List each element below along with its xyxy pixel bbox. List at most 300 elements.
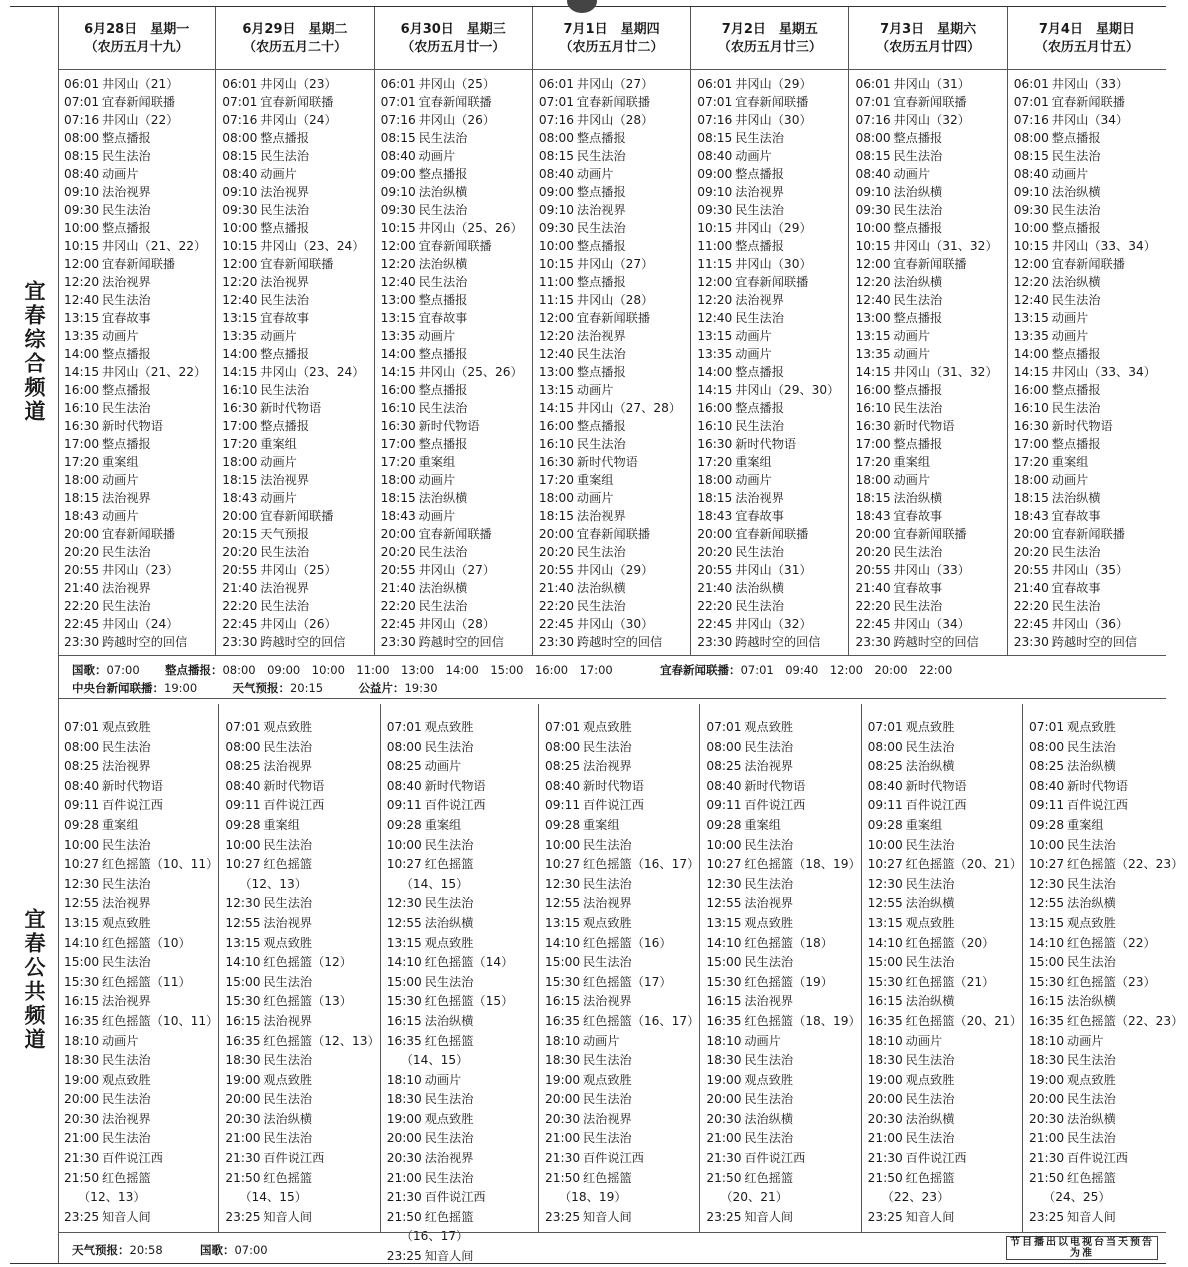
- program-row: [868, 816, 1022, 836]
- program-time: 20:15: [222, 527, 258, 541]
- day-lunar: （农历五月廿四）: [876, 40, 981, 55]
- program-row: [64, 201, 215, 219]
- program-time: 10:27: [706, 857, 742, 872]
- program-time: 09:28: [64, 817, 100, 832]
- program-time: 20:30: [386, 1151, 422, 1166]
- program-title: 观点致胜: [744, 1072, 794, 1087]
- program-time: 12:55: [1029, 896, 1065, 911]
- program-time: 21:50: [386, 1209, 422, 1224]
- program-title: 民生法治: [744, 837, 794, 852]
- program-row: [697, 291, 848, 309]
- ch1-footer: [58, 655, 1166, 699]
- program-row: [222, 183, 373, 201]
- program-time: 08:15: [380, 131, 416, 145]
- program-time: 18:30: [1029, 1053, 1065, 1068]
- program-row: [545, 738, 699, 758]
- program-title: 民生法治: [102, 837, 151, 852]
- day-date: 7月1日 星期四: [563, 22, 660, 37]
- program-title: 民生法治: [1067, 739, 1116, 754]
- program-title: （14、15）: [400, 1053, 469, 1068]
- program-time: 08:40: [544, 778, 581, 793]
- program-title: 法治视界: [576, 329, 626, 343]
- program-title: 新时代物语: [102, 778, 163, 793]
- program-row: [706, 1110, 860, 1130]
- program-title: 井冈山（31）: [893, 77, 970, 91]
- program-time: 07:01: [222, 95, 258, 109]
- program-title: 观点致胜: [102, 915, 151, 930]
- program-row: [697, 525, 848, 543]
- program-time: 16:10: [1013, 401, 1049, 415]
- day-lunar: （农历五月廿二）: [559, 40, 664, 55]
- program-time: 08:40: [538, 167, 575, 181]
- program-row: [868, 992, 1022, 1012]
- program-time: 20:20: [380, 545, 416, 559]
- program-time: 09:28: [706, 817, 742, 832]
- program-row: [868, 875, 1022, 895]
- program-title: 宜春新闻联播: [893, 257, 967, 271]
- program-row: [855, 291, 1006, 309]
- program-title: 红色摇篮（10）: [102, 935, 191, 950]
- program-time: 19:00: [544, 1072, 581, 1087]
- program-row: [545, 953, 699, 973]
- program-title: 法治纵横: [418, 185, 468, 199]
- program-time: 22:20: [855, 599, 891, 613]
- program-row: [381, 561, 532, 579]
- program-row: [381, 543, 532, 561]
- program-time: 07:16: [697, 113, 733, 127]
- program-row: [855, 309, 1006, 327]
- program-time: 14:00: [222, 347, 258, 361]
- program-time: 09:00: [380, 167, 416, 181]
- footer-text: 19:30: [404, 681, 438, 695]
- program-time: 09:10: [222, 185, 258, 199]
- program-row: [539, 417, 690, 435]
- program-title: 红色摇篮（22、23）: [1067, 1013, 1184, 1028]
- program-time: 18:15: [1013, 491, 1049, 505]
- program-time: 23:30: [538, 635, 575, 649]
- program-time: 12:00: [697, 275, 733, 289]
- program-title: 井冈山（30）: [735, 257, 812, 271]
- program-row: [381, 615, 532, 633]
- program-title: 动画片: [893, 329, 931, 343]
- day-header: [375, 7, 533, 69]
- program-time: 18:10: [1029, 1033, 1065, 1048]
- ch2-footer-line: [72, 1242, 268, 1258]
- program-title: 法治视界: [582, 759, 632, 774]
- program-row: [697, 381, 848, 399]
- program-time: 20:00: [544, 1092, 581, 1107]
- program-row: [1014, 237, 1166, 255]
- program-title: 动画片: [735, 329, 772, 343]
- program-row: [545, 914, 699, 934]
- program-row: [706, 894, 860, 914]
- program-time: 12:00: [855, 257, 891, 271]
- program-title: 动画片: [1051, 329, 1089, 343]
- program-time: 14:15: [538, 401, 575, 415]
- day-column: [216, 69, 374, 655]
- program-time: 09:30: [1013, 203, 1049, 217]
- program-title: 动画片: [576, 167, 614, 181]
- program-row: [387, 816, 538, 836]
- program-title: 宜春新闻联播: [735, 275, 809, 289]
- program-row: [64, 1149, 218, 1169]
- program-row: [222, 417, 373, 435]
- program-title: 宜春新闻联播: [260, 257, 334, 271]
- program-title: 新时代物语: [102, 419, 163, 433]
- program-title: 民生法治: [102, 401, 151, 415]
- program-time: 10:27: [867, 857, 903, 872]
- program-time: 12:20: [222, 275, 258, 289]
- program-title: 红色摇篮（17）: [582, 974, 672, 989]
- program-title: 整点播报: [1051, 131, 1101, 145]
- program-title: 动画片: [735, 149, 772, 163]
- footer-text: 07:00: [234, 1243, 268, 1257]
- program-time: 08:15: [64, 149, 100, 163]
- program-time: 07:16: [855, 113, 891, 127]
- program-title: 宜春新闻联播: [576, 311, 651, 325]
- program-row: [855, 489, 1006, 507]
- program-row: [1014, 75, 1166, 93]
- program-row: [64, 633, 215, 651]
- program-title: 动画片: [893, 473, 931, 487]
- program-time: 16:15: [225, 1013, 261, 1028]
- program-time: 20:00: [855, 527, 891, 541]
- program-row: [868, 836, 1022, 856]
- program-time: 08:25: [867, 759, 903, 774]
- program-title: 宜春故事: [735, 509, 784, 523]
- program-row: [381, 93, 532, 111]
- program-time: 09:11: [225, 798, 261, 813]
- program-row: [539, 471, 690, 489]
- program-title: 宜春新闻联播: [102, 95, 176, 109]
- program-time: 08:00: [225, 739, 261, 754]
- program-title: 民生法治: [1067, 955, 1116, 970]
- program-time: 20:00: [225, 1092, 261, 1107]
- program-title: 民生法治: [582, 876, 632, 891]
- program-time: 15:00: [225, 974, 261, 989]
- program-time: 16:35: [544, 1013, 581, 1028]
- program-time: 18:00: [380, 473, 416, 487]
- program-row: [868, 1090, 1022, 1110]
- day-date: 6月30日 星期三: [400, 22, 506, 37]
- program-row: [539, 561, 690, 579]
- program-title: 民生法治: [576, 545, 626, 559]
- program-time: 14:10: [1029, 935, 1065, 950]
- program-row: [706, 718, 860, 738]
- program-time: 12:20: [380, 257, 416, 271]
- program-row: [545, 1012, 699, 1032]
- program-title: 跨越时空的回信: [102, 635, 188, 649]
- program-row: [539, 507, 690, 525]
- program-time: 07:16: [64, 113, 100, 127]
- program-title: 井冈山（34）: [1051, 113, 1129, 127]
- program-title: 红色摇篮（12、13）: [263, 1033, 380, 1048]
- program-row: [381, 579, 532, 597]
- program-title: 动画片: [418, 473, 456, 487]
- program-row: [545, 855, 699, 875]
- ch2-footer: [58, 1232, 1166, 1264]
- program-time: 22:20: [697, 599, 733, 613]
- program-row: [64, 435, 215, 453]
- program-row: [64, 757, 218, 777]
- program-title: 法治纵横: [1051, 275, 1101, 289]
- program-row: [1014, 597, 1166, 615]
- program-time: 10:00: [225, 837, 261, 852]
- program-row: [868, 953, 1022, 973]
- program-time: 21:40: [855, 581, 891, 595]
- program-time: 08:40: [386, 778, 422, 793]
- program-row: [1029, 992, 1183, 1012]
- program-time: 08:40: [64, 778, 100, 793]
- program-time: 10:27: [1029, 857, 1065, 872]
- program-time: 13:35: [697, 347, 733, 361]
- program-title: 井冈山（21）: [102, 77, 179, 91]
- program-title: 井冈山（33）: [893, 563, 970, 577]
- program-title: 井冈山（21、22）: [102, 239, 207, 253]
- program-time: 11:00: [538, 275, 575, 289]
- program-title: 红色摇篮（13）: [263, 994, 352, 1009]
- program-title: 动画片: [424, 759, 462, 774]
- program-time: 09:30: [222, 203, 258, 217]
- program-title: 跨越时空的回信: [418, 635, 504, 649]
- program-title: 宜春新闻联播: [260, 95, 334, 109]
- program-row: [539, 165, 690, 183]
- program-time: 16:10: [697, 419, 733, 433]
- program-row: [387, 836, 538, 856]
- program-title: 动画片: [576, 383, 614, 397]
- program-title: 民生法治: [893, 203, 943, 217]
- program-time: 20:00: [697, 527, 733, 541]
- program-title: 动画片: [102, 167, 139, 181]
- program-title: 井冈山（32）: [893, 113, 970, 127]
- program-row: [1029, 934, 1183, 954]
- program-time: 12:30: [544, 876, 581, 891]
- program-time: 21:40: [64, 581, 100, 595]
- footer-label: 公益片：: [358, 681, 405, 695]
- program-title: 井冈山（32）: [735, 617, 812, 631]
- program-time: 21:00: [867, 1131, 903, 1146]
- program-row: [64, 507, 215, 525]
- program-row: [855, 435, 1006, 453]
- program-title: 动画片: [1051, 473, 1089, 487]
- program-title: 民生法治: [582, 739, 632, 754]
- program-row: [387, 1129, 538, 1149]
- program-time: 13:15: [538, 383, 575, 397]
- program-title: 整点播报: [735, 167, 784, 181]
- program-time: 07:01: [706, 720, 742, 734]
- program-row: [1029, 816, 1183, 836]
- program-row: [697, 75, 848, 93]
- program-row: [855, 93, 1006, 111]
- program-title: 红色摇篮（16）: [582, 935, 672, 950]
- program-title: 红色摇篮（23）: [1067, 974, 1156, 989]
- program-title: 整点播报: [260, 221, 310, 235]
- program-title: 红色摇篮（22、23）: [1067, 857, 1184, 872]
- program-title: 百件说江西: [744, 798, 806, 813]
- program-title: 整点播报: [1051, 383, 1101, 397]
- program-row: [1029, 718, 1183, 738]
- program-time: 13:15: [386, 935, 422, 950]
- program-time: 13:15: [380, 311, 416, 325]
- program-time: 23:25: [386, 1249, 422, 1264]
- program-time: 22:20: [538, 599, 575, 613]
- program-title: 宜春故事: [893, 581, 943, 595]
- program-row: [387, 875, 538, 895]
- program-title: 观点致胜: [582, 915, 632, 930]
- program-row: [855, 201, 1006, 219]
- program-row: [855, 615, 1006, 633]
- program-time: 12:20: [1013, 275, 1049, 289]
- program-time: 12:30: [386, 896, 422, 911]
- program-time: 10:00: [1013, 221, 1049, 235]
- program-time: 18:30: [386, 1092, 422, 1107]
- program-row: [381, 597, 532, 615]
- program-time: 14:00: [64, 347, 100, 361]
- program-time: 18:15: [222, 473, 258, 487]
- program-title: 整点播报: [102, 383, 151, 397]
- program-time: 22:20: [64, 599, 100, 613]
- program-row: [225, 914, 379, 934]
- channel-label-ch2: [10, 697, 59, 1263]
- day-header: [1008, 7, 1166, 69]
- program-title: 民生法治: [905, 1131, 955, 1146]
- program-title: 红色摇篮（18）: [744, 935, 833, 950]
- program-row: [64, 1032, 218, 1052]
- program-title: 天气预报: [260, 527, 310, 541]
- program-time: 23:30: [380, 635, 416, 649]
- program-row: [381, 201, 532, 219]
- program-time: 10:27: [64, 857, 100, 872]
- program-time: 13:35: [222, 329, 258, 343]
- program-title: 百件说江西: [263, 798, 325, 813]
- program-row: [545, 1032, 699, 1052]
- day-lunar: （农历五月廿一）: [401, 40, 506, 55]
- program-row: [222, 489, 373, 507]
- program-row: [539, 273, 690, 291]
- program-row: [1014, 255, 1166, 273]
- schedule-note: 节目播出以电视台当天预告为准: [1006, 1236, 1158, 1260]
- program-row: [222, 219, 373, 237]
- program-title: 动画片: [418, 509, 456, 523]
- program-time: 21:40: [1013, 581, 1049, 595]
- program-title: 法治视界: [744, 896, 794, 911]
- program-title: 民生法治: [102, 599, 151, 613]
- program-title: （14、15）: [400, 876, 469, 891]
- program-row: [855, 399, 1006, 417]
- program-title: 百件说江西: [424, 798, 486, 813]
- program-time: 22:45: [697, 617, 733, 631]
- program-time: 16:35: [706, 1013, 742, 1028]
- program-time: 10:15: [697, 221, 733, 235]
- program-row: [64, 973, 218, 993]
- program-title: 民生法治: [893, 149, 943, 163]
- program-time: 17:20: [697, 455, 733, 469]
- program-time: 07:01: [225, 720, 261, 734]
- program-time: 08:15: [538, 149, 575, 163]
- program-title: 宜春新闻联播: [576, 527, 651, 541]
- program-time: 07:01: [380, 95, 416, 109]
- program-row: [64, 597, 215, 615]
- footer-text: 19:00: [164, 681, 198, 695]
- program-time: 16:00: [1013, 383, 1049, 397]
- program-row: [64, 273, 215, 291]
- program-row: [539, 255, 690, 273]
- program-time: 09:11: [867, 798, 903, 813]
- program-time: 12:30: [225, 896, 261, 911]
- ch1-schedule-grid: [58, 69, 1166, 655]
- program-title: 百件说江西: [905, 798, 967, 813]
- program-row: [64, 914, 218, 934]
- program-time: 20:00: [867, 1092, 903, 1107]
- program-row: [387, 1032, 538, 1052]
- program-time: 22:45: [380, 617, 416, 631]
- program-title: 法治视界: [582, 994, 632, 1009]
- program-title: 民生法治: [1067, 1092, 1116, 1107]
- program-row: [64, 1208, 218, 1228]
- program-row: [697, 507, 848, 525]
- program-title: 动画片: [1051, 311, 1089, 325]
- program-row: [706, 1129, 860, 1149]
- program-title: 红色摇篮: [424, 1209, 474, 1224]
- program-row: [64, 1071, 218, 1091]
- program-row: [64, 615, 215, 633]
- program-title: 民生法治: [905, 1053, 955, 1068]
- program-time: 14:15: [1013, 365, 1049, 379]
- program-time: 16:15: [706, 994, 742, 1009]
- program-row: [868, 1051, 1022, 1071]
- program-title: 民生法治: [893, 599, 943, 613]
- program-time: 17:00: [855, 437, 891, 451]
- program-title: 动画片: [260, 455, 297, 469]
- program-title: 观点致胜: [424, 720, 474, 734]
- program-time: 20:00: [1013, 527, 1049, 541]
- program-time: 18:10: [544, 1033, 581, 1048]
- program-row: [706, 953, 860, 973]
- program-row: [387, 1188, 538, 1208]
- program-title: 动画片: [893, 167, 931, 181]
- program-row: [855, 561, 1006, 579]
- program-time: 08:15: [855, 149, 891, 163]
- day-column: [691, 69, 849, 655]
- program-title: 跨越时空的回信: [893, 635, 979, 649]
- program-title: 新时代物语: [1051, 419, 1113, 433]
- program-time: 21:30: [706, 1151, 742, 1166]
- program-title: 井冈山（30）: [576, 617, 654, 631]
- program-title: 民生法治: [744, 1053, 794, 1068]
- program-title: 民生法治: [424, 974, 474, 989]
- program-time: 13:35: [1013, 329, 1049, 343]
- program-time: 21:30: [867, 1151, 903, 1166]
- program-time: 22:45: [1013, 617, 1049, 631]
- program-title: 红色摇篮: [424, 1033, 474, 1048]
- program-row: [1029, 757, 1183, 777]
- program-row: [64, 327, 215, 345]
- program-row: [1029, 1188, 1183, 1208]
- program-time: 08:15: [697, 131, 733, 145]
- program-row: [64, 219, 215, 237]
- program-row: [868, 894, 1022, 914]
- program-row: [381, 75, 532, 93]
- program-row: [1014, 399, 1166, 417]
- program-title: 民生法治: [102, 1053, 151, 1068]
- program-row: [387, 1149, 538, 1169]
- program-time: 21:40: [222, 581, 258, 595]
- program-row: [64, 183, 215, 201]
- program-time: 21:30: [386, 1190, 422, 1205]
- program-time: 18:00: [1013, 473, 1049, 487]
- program-title: 宜春故事: [1051, 581, 1101, 595]
- program-time: 14:15: [697, 383, 733, 397]
